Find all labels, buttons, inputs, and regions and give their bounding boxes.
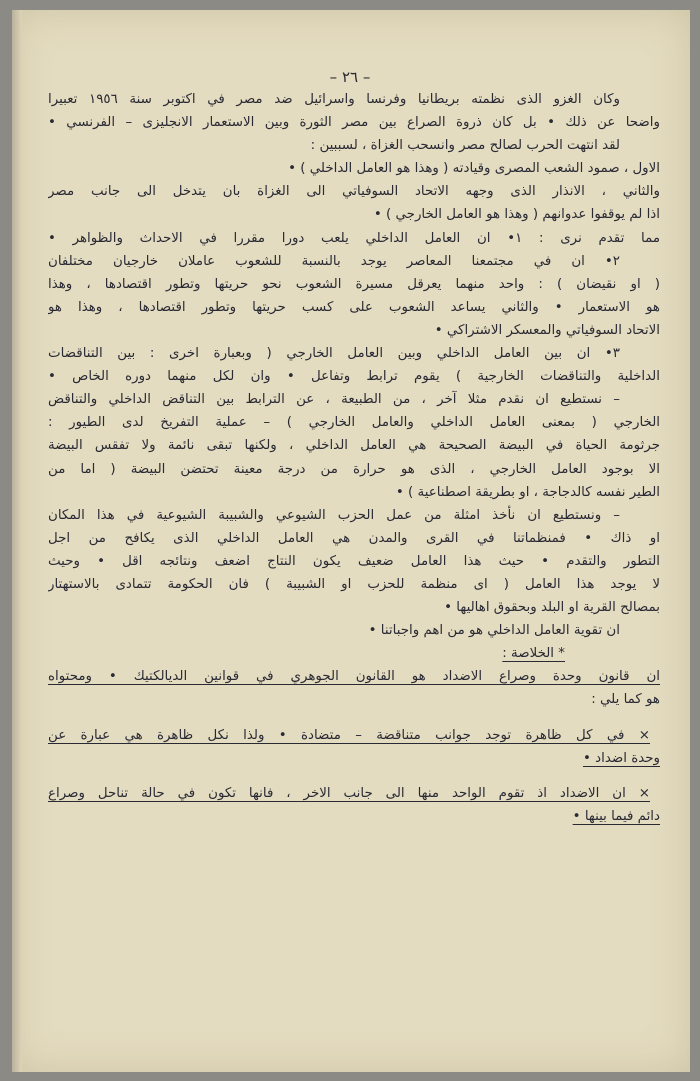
summary-point-1-line-1: × في كل ظاهرة توجد جوانب متناقضة – متضادة • ولذا نكل ظاهرة هي عبارة عن (48, 727, 650, 743)
page-binding-edge (12, 10, 22, 1072)
text-line: او ذاك • فمنظماتنا في القرى والمدن هي العامل الداخلي الذى يكافح من اجل (48, 530, 660, 546)
text-line: ٢• ان في مجتمعنا المعاصر يوجد بالنسبة للشعوب عاملان خارجيان مختلفان (48, 253, 620, 269)
text-line: الا بوجود العامل الخارجي ، الذى هو حرارة من درجة معينة تحتضن البيضة ( اما من (48, 461, 660, 477)
text-line: الخارجي ( بمعنى العامل الداخلي والعامل الخارجي ) – عملية التفريخ لدى الطيور : (48, 415, 660, 431)
summary-point-2-line-1: × ان الاضداد اذ تقوم الواحد منها الى جانب الاخر ، فانها تكون في حالة تناحل وصراع (48, 785, 650, 801)
text-line: ٣• ان بين العامل الداخلي وبين العامل الخارجي ( وبعبارة اخرى : بين التناقضات (48, 346, 620, 362)
summary-point-1-line-2: وحدة اضداد • (582, 750, 660, 766)
text-line: التطور والتقدم • حيث هذا العامل ضعيف يكون النتاج اضعف ونتائجه اقل • وحيث (48, 553, 660, 569)
summary-point-2-line-2: دائم فيما بينها • (572, 808, 660, 824)
summary-intro-line-1: ان قانون وحدة وصراع الاضداد هو القانون الجوهري في قوانين الديالكتيك • ومحتواه (48, 669, 660, 685)
text-line: الطير نفسه كالدجاجة ، او بطريقة اصطناعية ) • (395, 484, 660, 500)
text-line: – ونستطيع ان نأخذ امثلة من عمل الحزب الشيوعي والشبيبة الشيوعية في هذا المكان (48, 507, 620, 523)
text-line: ( او نقيضان ) : واحد منهما يعرقل مسيرة الشعوب نحو حريتها وتطور اقتصادها ، وهذا (48, 276, 660, 292)
text-line: – نستطيع ان نقدم مثلا آخر ، من الطبيعة ، عن الترابط بين التناقض الداخلي والتناقض (48, 392, 620, 408)
text-line: لا يوجد هذا العامل ( اى منظمة للحزب او الشبيبة ) فان الحكومة تتمادى بالاستهتار (48, 576, 660, 592)
text-line: الاتحاد السوفياتي والمعسكر الاشتراكي • (434, 322, 660, 338)
text-line: هو الاستعمار • والثاني يساعد الشعوب على كسب حريتها وتطور اقتصادها ، وهذا هو (48, 299, 660, 315)
text-line: ان تقوية العامل الداخلي هو من اهم واجباتنا • (368, 623, 620, 639)
page-number: – ٢٦ – (329, 68, 371, 86)
text-line: اذا لم يوقفوا عدوانهم ( وهذا هو العامل الخارجي ) • (373, 207, 660, 223)
text-line: الاول ، صمود الشعب المصرى وقيادته ( وهذا هو العامل الداخلي ) • (288, 161, 660, 177)
text-line: لقد انتهت الحرب لصالح مصر وانسحب الغزاة ، لسببين : (310, 138, 620, 154)
summary-intro-line-2: هو كما يلي : (591, 692, 660, 708)
document-body (48, 88, 660, 828)
text-line: واضحا عن ذلك • بل كان ذروة الصراع بين مصر الثورة وبين الاستعمار الانجليزى – الفرنسي • (48, 115, 660, 131)
text-line: وكان الغزو الذى نظمته بريطانيا وفرنسا واسرائيل ضد مصر في اكتوبر سنة ١٩٥٦ تعبيرا (48, 92, 620, 107)
summary-heading: * الخلاصة : (502, 646, 565, 662)
text-line: الداخلية والتناقضات الخارجية ) يقوم ترابط وتفاعل • وان لكل منهما دوره الخاص • (48, 369, 660, 385)
text-line: مما تقدم نرى : ١• ان العامل الداخلي يلعب دورا مقررا في الاحداث والظواهر • (48, 230, 660, 246)
text-line: والثاني ، الانذار الذى وجهه الاتحاد السوفياتي الى الغزاة بان يتدخل الى جانب مصر (48, 184, 660, 200)
text-line: جرثومة الحياة في البيضة الصحيحة هي العامل الداخلي ، ولكنها تبقى نائمة ولا تفقس البيضة (48, 438, 660, 454)
text-line: بمصالح القرية او البلد وبحقوق اهاليها • (444, 600, 660, 616)
